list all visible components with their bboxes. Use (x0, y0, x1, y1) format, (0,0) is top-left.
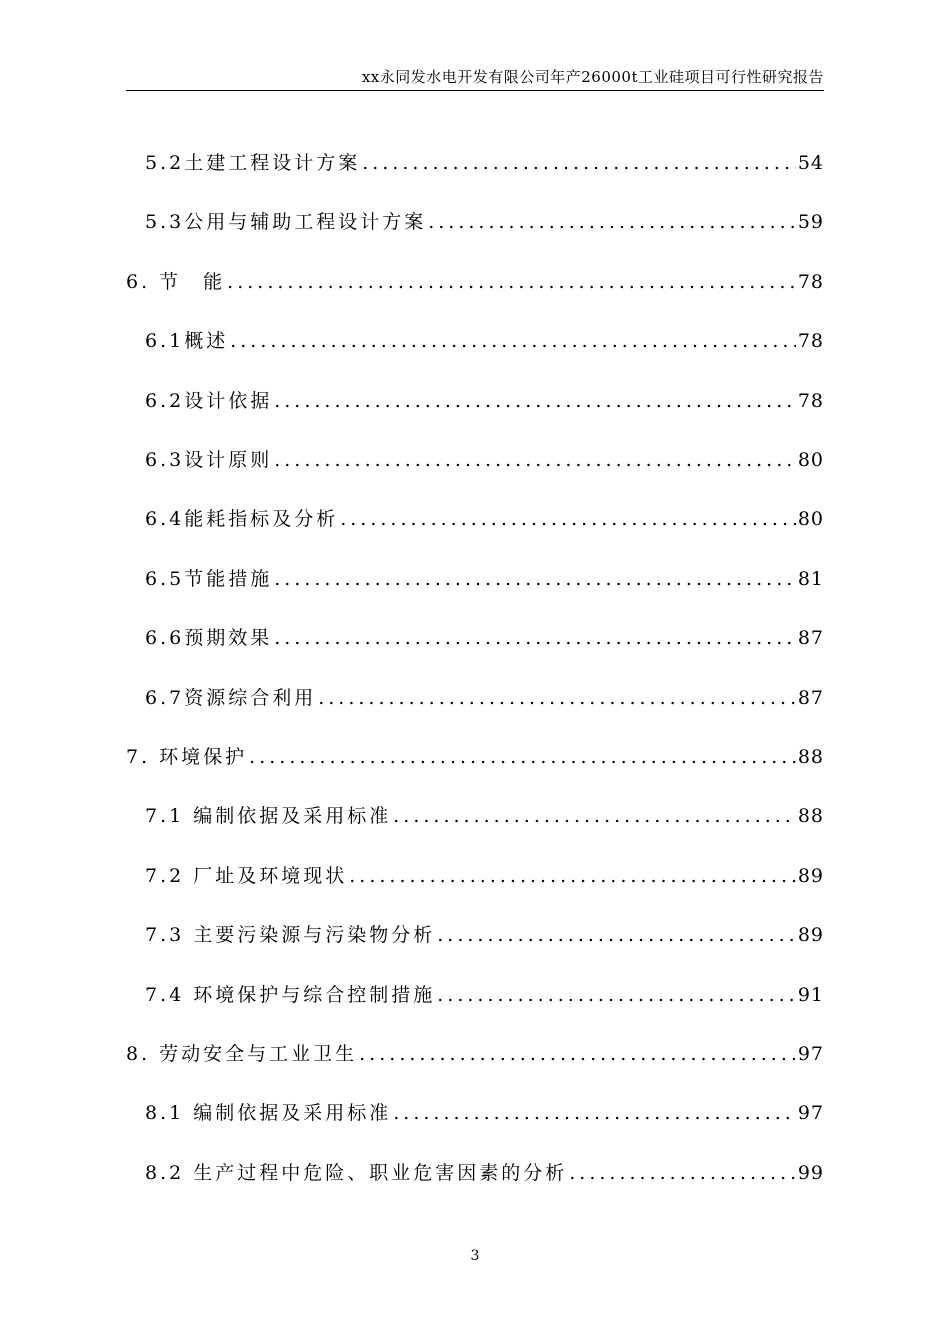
toc-leader-dots (569, 1162, 796, 1184)
toc-entry[interactable] (145, 1098, 824, 1128)
toc-entry-label: 6.6预期效果 (145, 627, 273, 650)
toc-entry[interactable] (145, 504, 824, 534)
toc-entry[interactable] (145, 920, 824, 950)
toc-leader-dots (359, 1043, 796, 1065)
toc-entry-label: 8.2 生产过程中危险、职业危害因素的分析 (145, 1161, 568, 1184)
toc-leader-dots (274, 390, 796, 412)
toc-entry-label: 7.3 主要污染源与污染物分析 (145, 924, 436, 947)
toc-entry-label: 6.4能耗指标及分析 (145, 508, 339, 531)
toc-entry-label: 6.1概述 (145, 330, 229, 353)
toc-entry[interactable] (126, 742, 824, 772)
toc-entry-page: 78 (797, 270, 824, 293)
toc-entry-page: 97 (797, 1102, 824, 1125)
toc-entry[interactable] (145, 623, 824, 653)
toc-entry-label: 7.2 厂址及环境现状 (145, 864, 348, 887)
toc-entry-label: 5.3公用与辅助工程设计方案 (145, 211, 427, 234)
toc-entry[interactable] (145, 683, 824, 713)
toc-entry-label: 6. 节 能 (126, 270, 226, 293)
toc-entry-label: 6.2设计依据 (145, 389, 273, 412)
toc-entry[interactable] (145, 980, 824, 1010)
toc-leader-dots (230, 330, 796, 352)
toc-leader-dots (340, 508, 796, 530)
toc-entry-label: 6.5节能措施 (145, 567, 273, 590)
toc-leader-dots (437, 924, 796, 946)
toc-entry-label: 8. 劳动安全与工业卫生 (126, 1043, 358, 1065)
toc-entry-label: 6.7资源综合利用 (145, 686, 317, 709)
toc-entry-page: 89 (797, 864, 824, 887)
toc-entry[interactable] (145, 445, 824, 475)
toc-entry[interactable] (145, 207, 824, 237)
toc-entry[interactable] (126, 1039, 824, 1069)
page-header (126, 66, 824, 91)
toc-entry-label: 8.1 编制依据及采用标准 (145, 1102, 392, 1125)
toc-entry-label: 7.1 编制依据及采用标准 (145, 805, 392, 828)
toc-entry-page: 97 (797, 1043, 824, 1065)
toc-entry-page: 54 (797, 152, 824, 174)
toc-entry-label: 7. 环境保护 (126, 746, 248, 768)
toc-leader-dots (393, 805, 796, 827)
toc-entry-page: 80 (797, 449, 824, 471)
toc-entry-label: 7.4 环境保护与综合控制措施 (145, 983, 436, 1006)
toc-entry-page: 78 (797, 389, 824, 412)
toc-leader-dots (349, 865, 796, 887)
toc-entry-page: 87 (797, 627, 824, 650)
toc-leader-dots (274, 627, 796, 649)
toc-leader-dots (274, 568, 796, 590)
toc-leader-dots (393, 1102, 796, 1124)
toc-leader-dots (249, 746, 796, 768)
toc-entry[interactable] (145, 326, 824, 356)
toc-entry-page: 80 (797, 508, 824, 531)
page-number: 3 (470, 1248, 480, 1264)
toc-leader-dots (227, 271, 796, 293)
toc-entry[interactable] (145, 1158, 824, 1188)
toc-leader-dots (362, 152, 796, 174)
toc-leader-dots (437, 984, 796, 1006)
toc-entry-page: 59 (797, 211, 824, 234)
toc-entry-page: 87 (797, 686, 824, 709)
toc-entry-page: 81 (797, 567, 824, 590)
toc-entry[interactable] (126, 267, 824, 297)
report-title: xx永同发水电开发有限公司年产26000t工业硅项目可行性研究报告 (361, 68, 824, 86)
toc-entry[interactable] (145, 801, 824, 831)
toc-entry-page: 89 (797, 924, 824, 947)
toc-leader-dots (274, 449, 796, 471)
toc-entry[interactable] (145, 148, 824, 178)
toc-entry[interactable] (145, 564, 824, 594)
toc-entry-page: 78 (797, 330, 824, 353)
toc-entry-page: 88 (797, 805, 824, 828)
toc-entry-page: 88 (797, 746, 824, 768)
toc-entry-page: 99 (797, 1161, 824, 1184)
toc-leader-dots (428, 211, 796, 233)
toc-entry-page: 91 (797, 983, 824, 1006)
toc-entry[interactable] (145, 386, 824, 416)
toc-entry-label: 5.2土建工程设计方案 (145, 152, 361, 174)
toc-leader-dots (318, 687, 796, 709)
toc-entry-label: 6.3设计原则 (145, 449, 273, 471)
toc-entry[interactable] (145, 861, 824, 891)
